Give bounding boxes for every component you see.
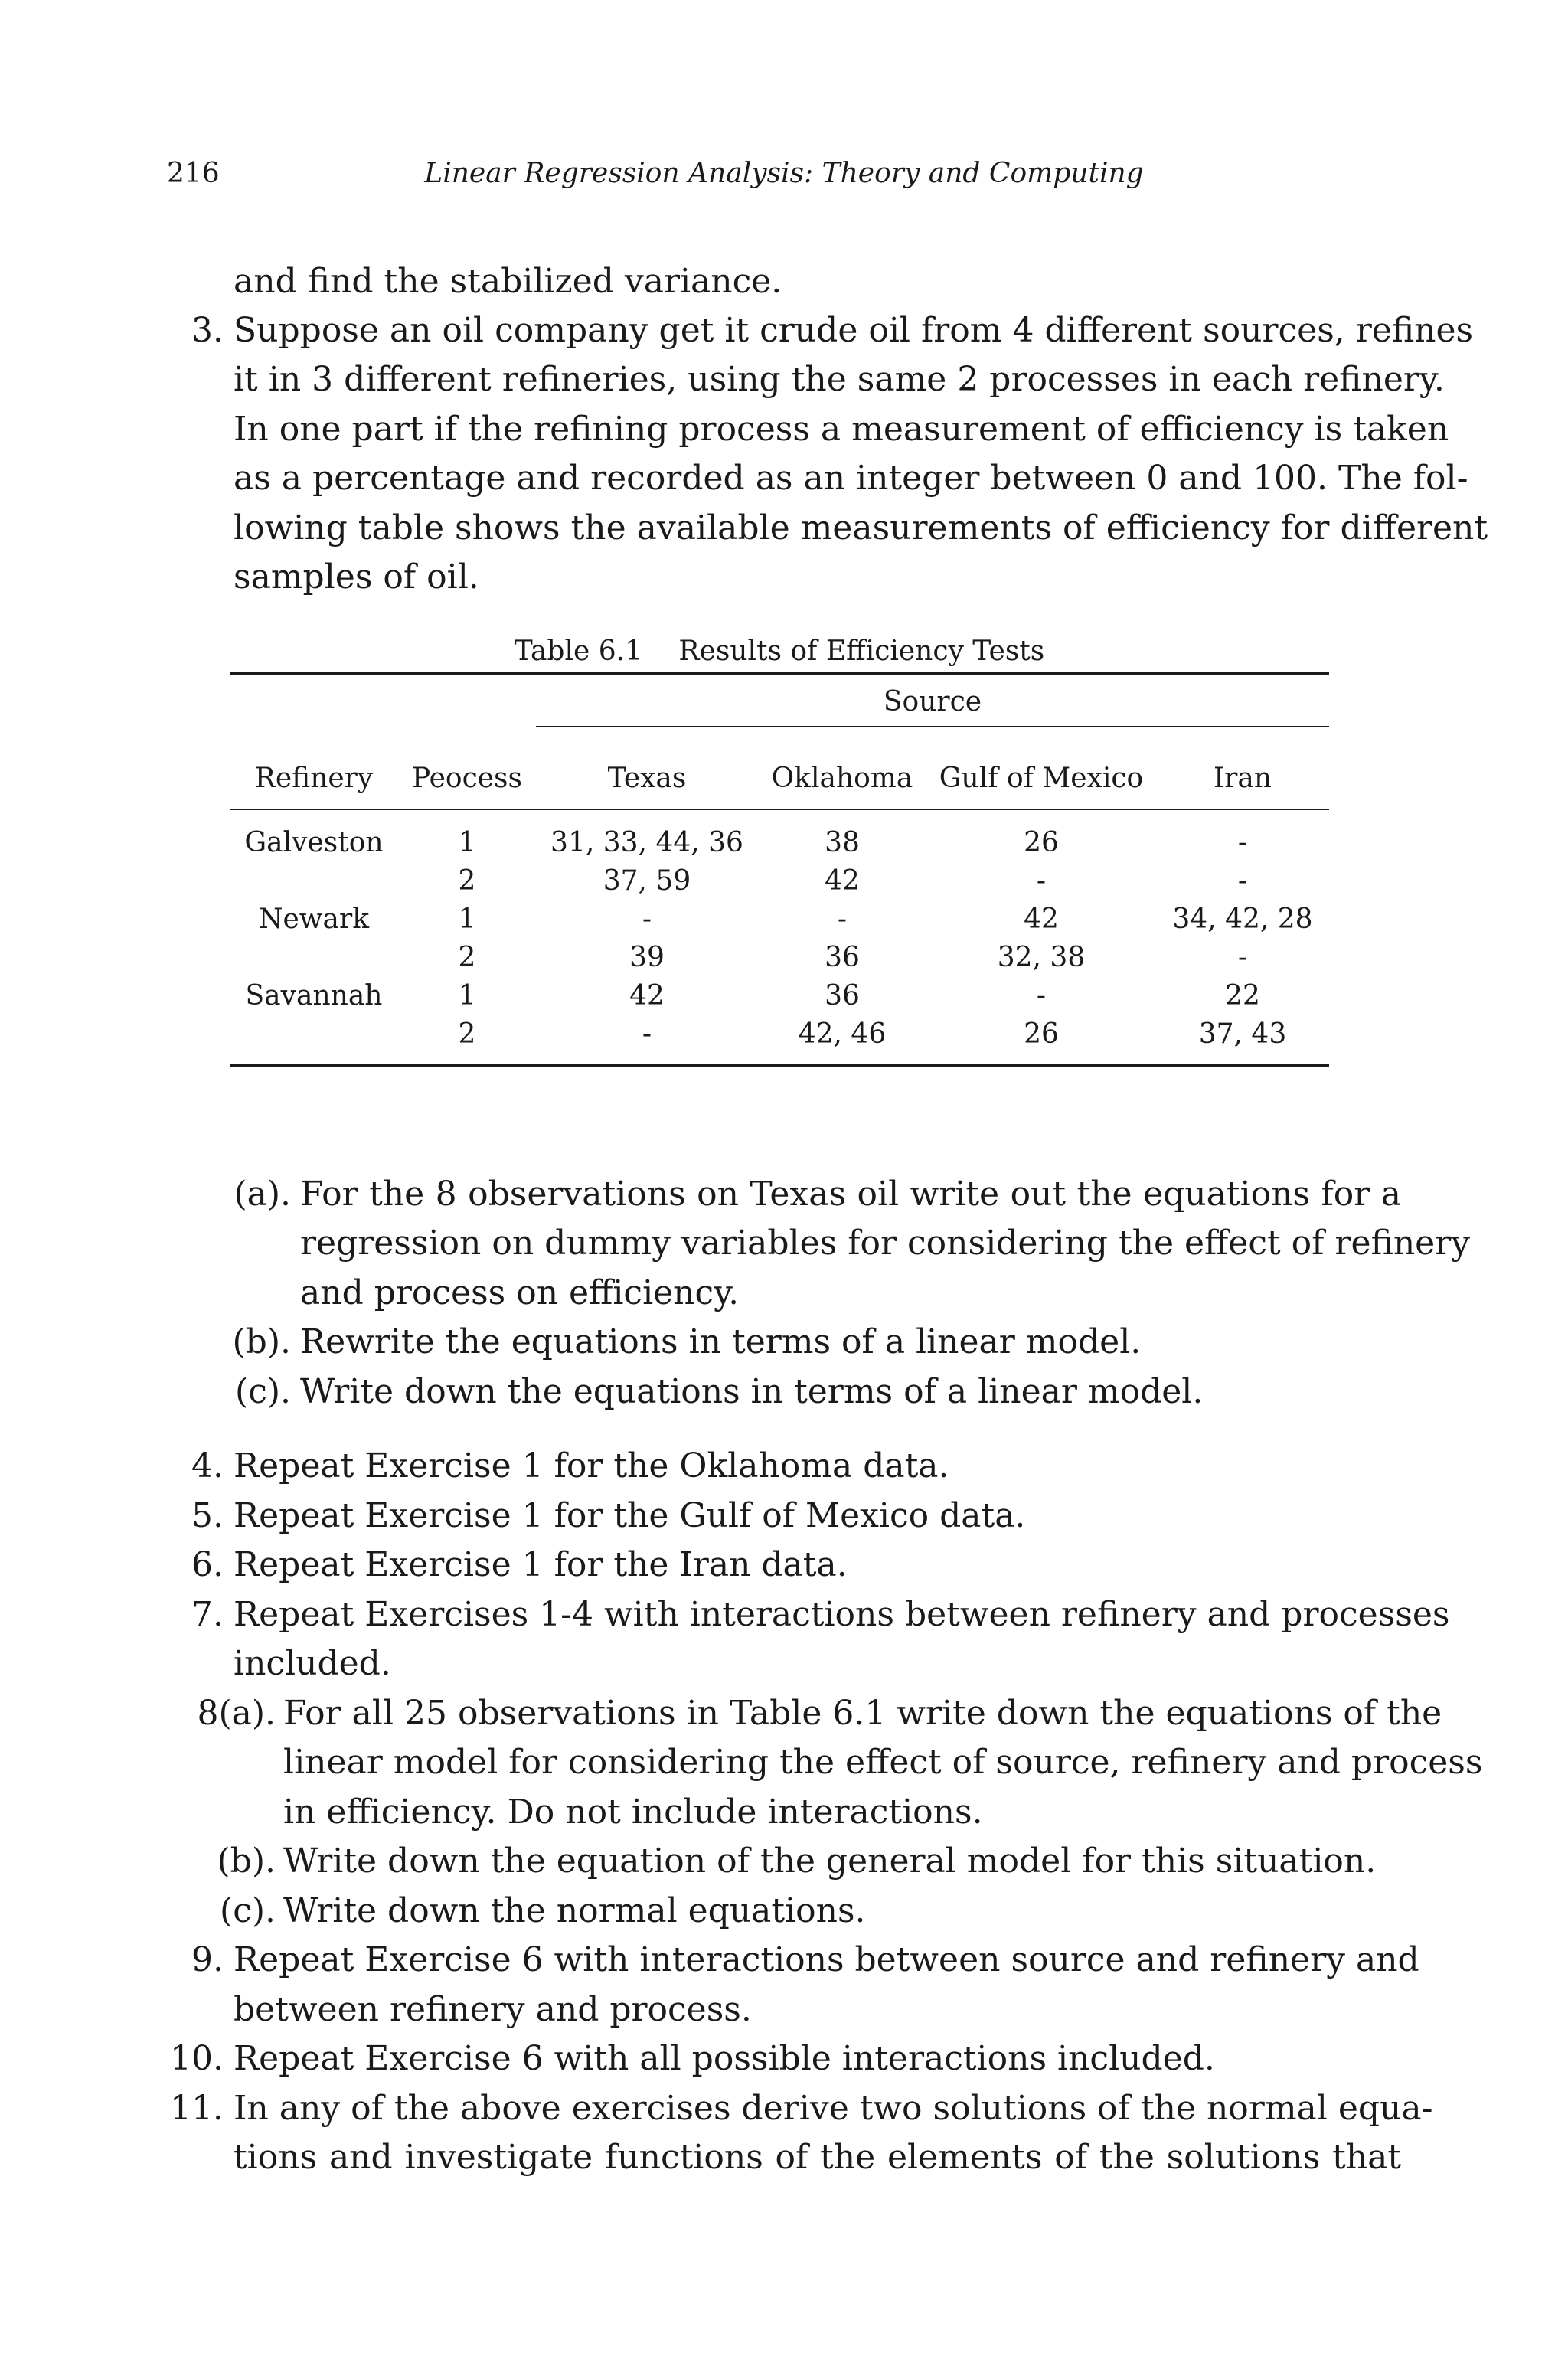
exercise-8c-label: (c). bbox=[220, 1891, 276, 1930]
table-cell-iran: 22 bbox=[1225, 980, 1260, 1011]
table-cell-refinery: Galveston bbox=[244, 827, 384, 858]
table-cell-gulf: 42 bbox=[1024, 904, 1059, 935]
table-cell-refinery: Savannah bbox=[245, 980, 383, 1011]
table-cell-process: 1 bbox=[458, 980, 476, 1011]
table-cell-gulf: 26 bbox=[1024, 1018, 1059, 1050]
exercise-4-number: 4. bbox=[191, 1446, 224, 1485]
column-header-iran: Iran bbox=[1213, 763, 1272, 794]
sub-c-label: (c). bbox=[235, 1372, 291, 1411]
exercise-10-number: 10. bbox=[170, 2039, 224, 2078]
exercise-5-number: 5. bbox=[191, 1496, 224, 1535]
table-cell-refinery: Newark bbox=[258, 904, 370, 935]
column-header-gulf: Gulf of Mexico bbox=[939, 763, 1144, 794]
table-cell-iran: - bbox=[1237, 942, 1248, 973]
table-cell-texas: 31, 33, 44, 36 bbox=[550, 827, 743, 858]
table-cell-oklahoma: 36 bbox=[825, 942, 860, 973]
table-cell-oklahoma: 42 bbox=[825, 865, 860, 897]
table-cell-gulf: 32, 38 bbox=[997, 942, 1086, 973]
table-cell-gulf: - bbox=[1036, 865, 1047, 897]
table-cell-oklahoma: 42, 46 bbox=[798, 1018, 887, 1050]
page-number: 216 bbox=[167, 158, 220, 189]
table-cell-iran: 34, 42, 28 bbox=[1172, 904, 1313, 935]
table-cell-texas: 39 bbox=[629, 942, 665, 973]
table-cell-oklahoma: 36 bbox=[825, 980, 860, 1011]
table-cell-texas: 37, 59 bbox=[603, 865, 691, 897]
table-cell-texas: - bbox=[642, 1018, 652, 1050]
running-title: Linear Regression Analysis: Theory and Computing bbox=[424, 158, 1144, 189]
sub-b-label: (b). bbox=[232, 1322, 291, 1361]
table-cell-texas: 42 bbox=[629, 980, 665, 1011]
table-top-rule bbox=[230, 672, 1329, 675]
exercise-8b-label: (b). bbox=[217, 1841, 276, 1881]
table-caption: Table 6.1 Results of Efficiency Tests bbox=[514, 636, 1045, 667]
table-cell-oklahoma: 38 bbox=[825, 827, 860, 858]
table-cell-texas: - bbox=[642, 904, 652, 935]
exercise-7-number: 7. bbox=[191, 1595, 224, 1634]
exercise-8a-number: 8(a). bbox=[197, 1694, 276, 1733]
table-cell-process: 2 bbox=[458, 1018, 476, 1050]
table-cell-process: 2 bbox=[458, 942, 476, 973]
sub-a-label: (a). bbox=[234, 1175, 291, 1214]
source-group-rule bbox=[536, 726, 1329, 727]
table-cell-process: 1 bbox=[458, 904, 476, 935]
page-header bbox=[167, 158, 1401, 196]
table-header-rule bbox=[230, 809, 1329, 810]
table-cell-iran: - bbox=[1237, 865, 1248, 897]
column-header-process: Peocess bbox=[412, 763, 522, 794]
column-header-oklahoma: Oklahoma bbox=[771, 763, 913, 794]
exercise-6-number: 6. bbox=[191, 1545, 224, 1584]
table-cell-gulf: 26 bbox=[1024, 827, 1059, 858]
table-bottom-rule bbox=[230, 1064, 1329, 1067]
exercise-11-number: 11. bbox=[170, 2089, 224, 2128]
source-group-header: Source bbox=[883, 686, 982, 717]
table-cell-iran: - bbox=[1237, 827, 1248, 858]
table-cell-iran: 37, 43 bbox=[1198, 1018, 1287, 1050]
table-cell-oklahoma: - bbox=[837, 904, 848, 935]
table-cell-gulf: - bbox=[1036, 980, 1047, 1011]
table-cell-process: 2 bbox=[458, 865, 476, 897]
column-header-refinery: Refinery bbox=[254, 763, 374, 794]
exercise-9-number: 9. bbox=[191, 1940, 224, 1979]
column-header-texas: Texas bbox=[607, 763, 687, 794]
table-cell-process: 1 bbox=[458, 827, 476, 858]
exercise-3-number: 3. bbox=[191, 311, 224, 350]
